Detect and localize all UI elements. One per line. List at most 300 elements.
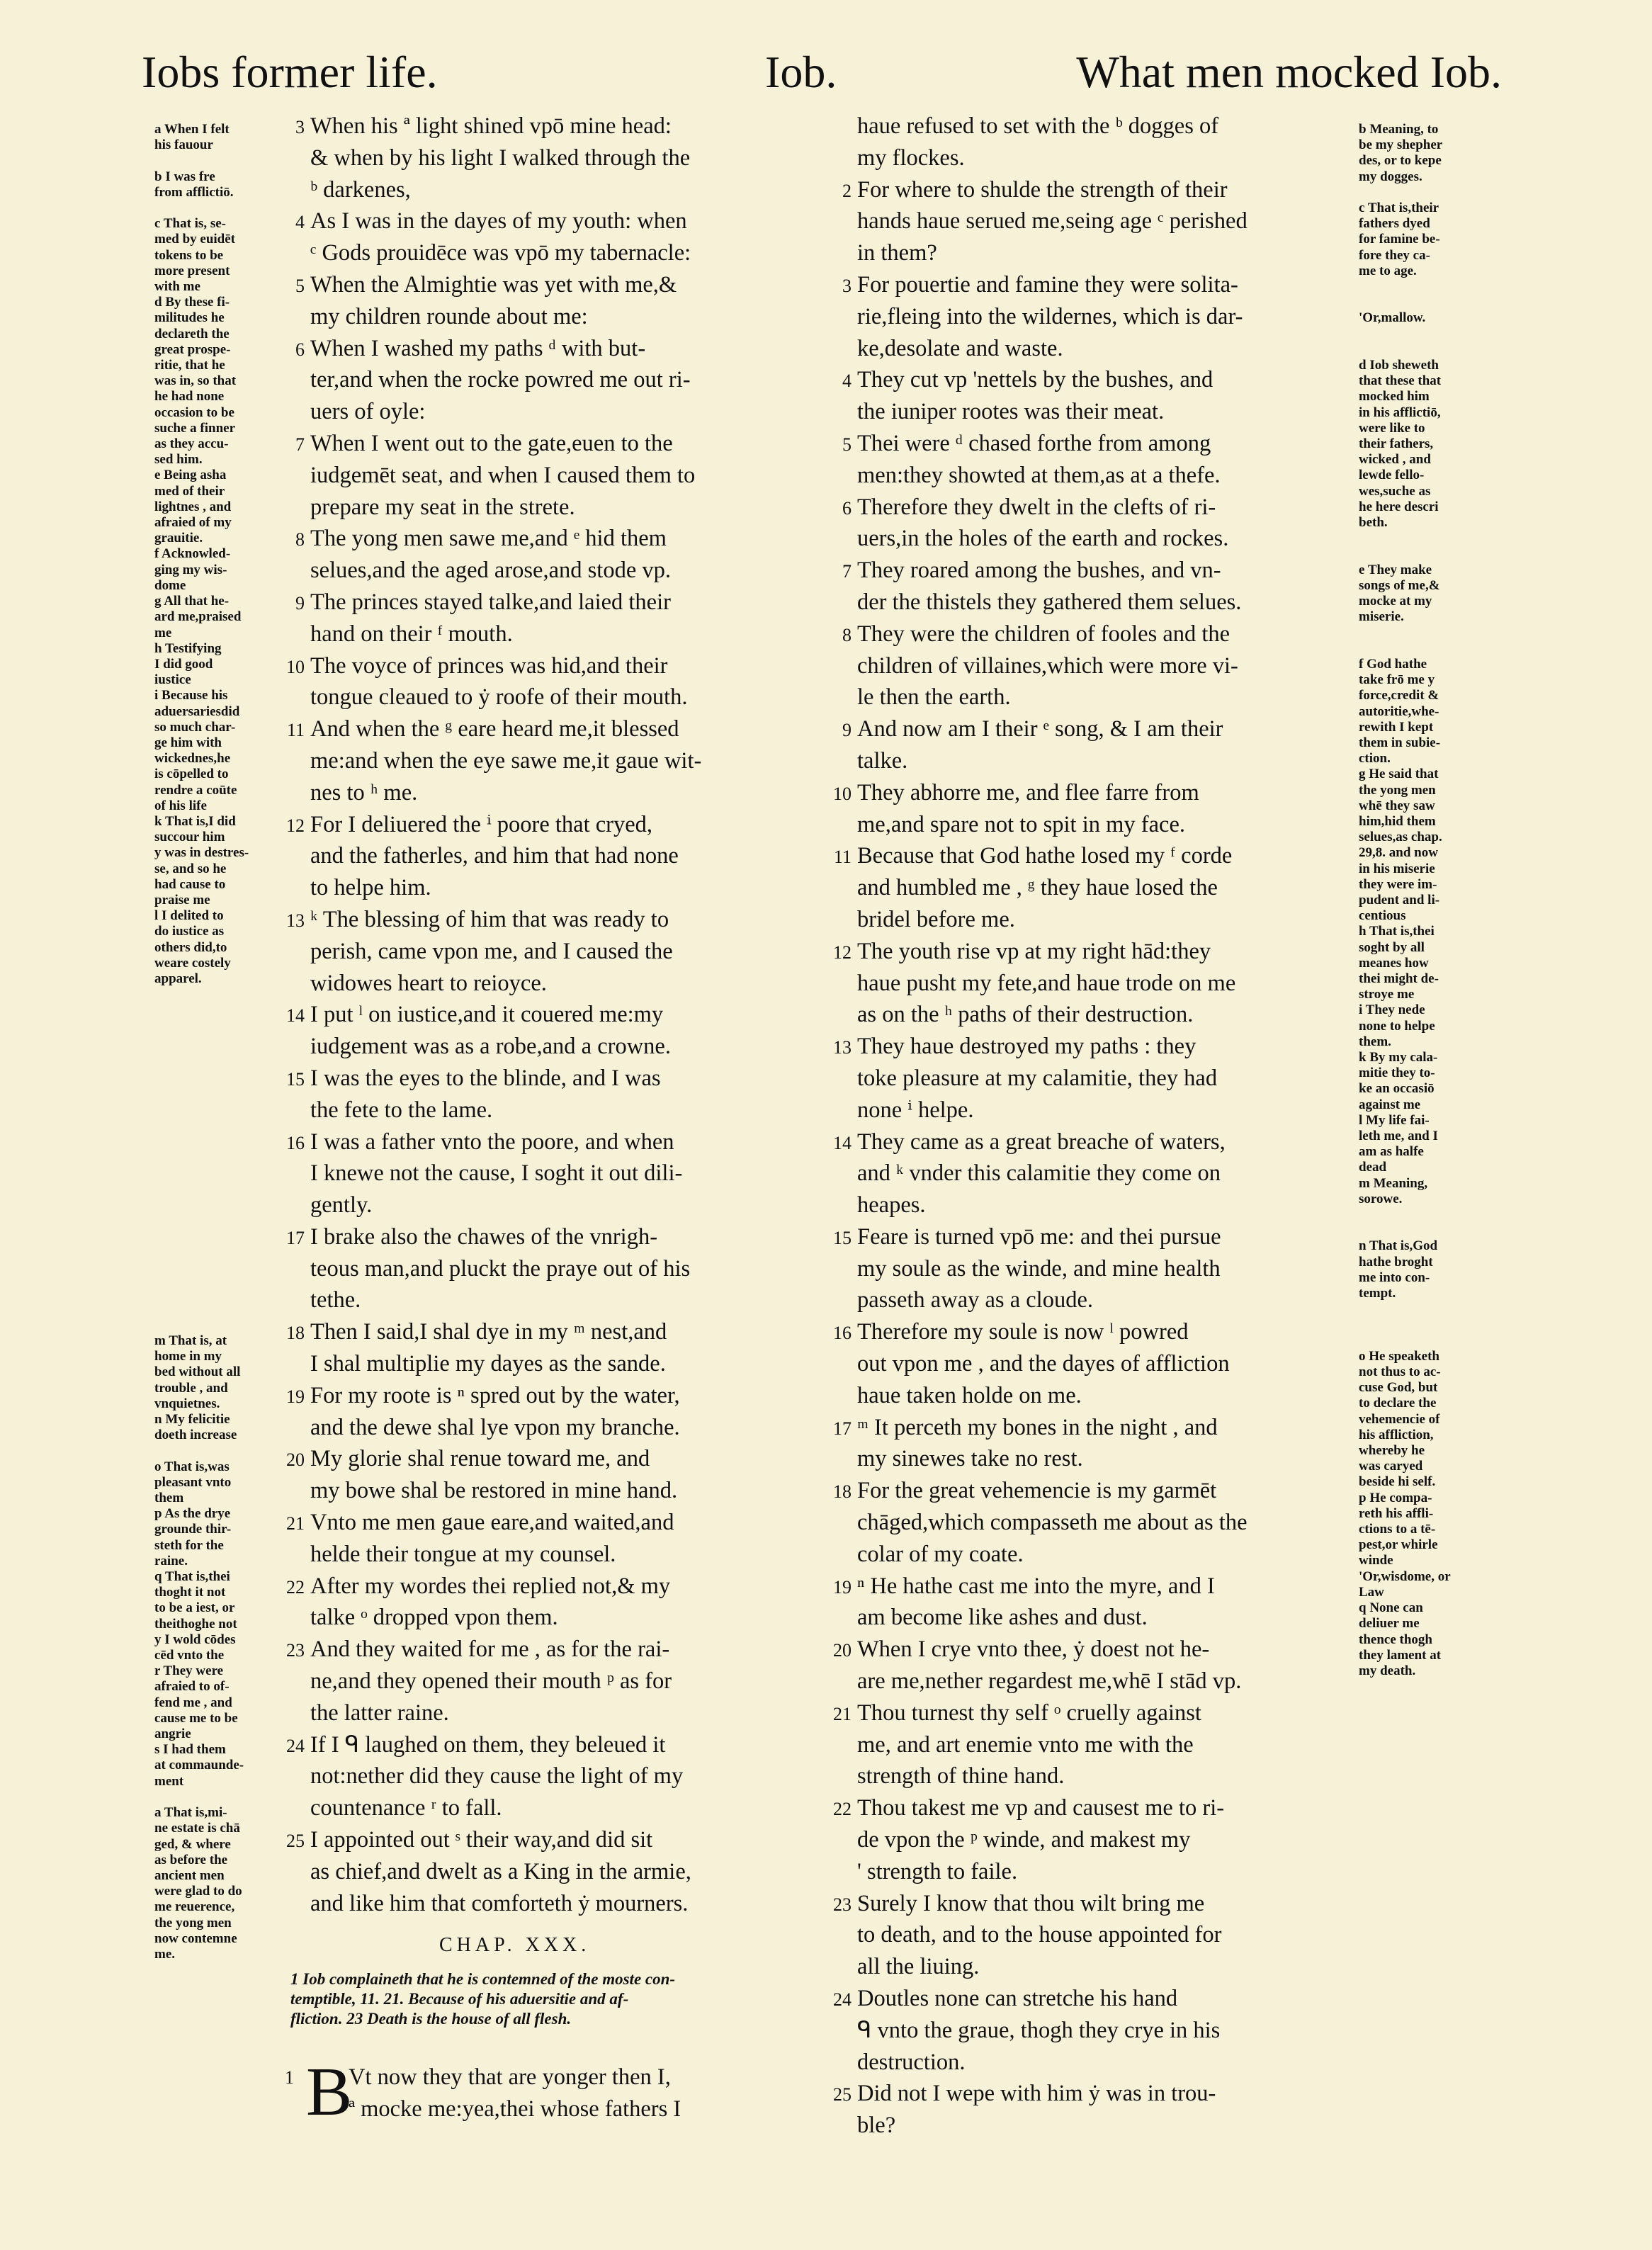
verse-text: Vnto me men gaue eare,and waited,and bbox=[310, 1510, 674, 1536]
verse-line bbox=[276, 968, 836, 1000]
verse-text: ᑫ vnto the graue, thogh they crye in his bbox=[857, 2017, 1221, 2043]
verse-text: talke ᵒ dropped vpon them. bbox=[310, 1605, 558, 1631]
verse-text: The yong men sawe me,and ᵉ hid them bbox=[310, 526, 667, 552]
verse-number: 4 bbox=[842, 371, 852, 392]
verse-number: 23 bbox=[286, 1640, 305, 1661]
verse-line bbox=[823, 587, 1362, 618]
verse-text: as on the ʰ paths of their destruction. bbox=[857, 1002, 1194, 1028]
verse-line bbox=[823, 809, 1362, 841]
verse-text: Thou takest me vp and causest me to ri- bbox=[857, 1795, 1225, 1821]
verse-text: Thei were ᵈ chased forthe from among bbox=[857, 430, 1211, 456]
header-book-title: Iob. bbox=[765, 47, 837, 97]
margin-note-line: force,credit & bbox=[1359, 688, 1439, 703]
verse-text: de vpon the ᵖ winde, and makest my bbox=[857, 1827, 1191, 1853]
verse-number: 12 bbox=[286, 815, 305, 836]
margin-note-line: f God hathe bbox=[1359, 656, 1427, 672]
verse-line bbox=[823, 523, 1362, 555]
verse-text: When the Almightie was yet with me,& bbox=[310, 271, 677, 298]
verse-line bbox=[823, 1666, 1362, 1697]
margin-note-line: 'Or,wisdome, or bbox=[1359, 1568, 1451, 1584]
verse-text: colar of my coate. bbox=[857, 1541, 1024, 1567]
verse-text: the iuniper rootes was their meat. bbox=[857, 399, 1165, 425]
margin-note-line: cēd vnto the bbox=[154, 1648, 225, 1663]
margin-note-line bbox=[154, 1790, 275, 1805]
margin-note-line: had cause to bbox=[154, 876, 226, 892]
verse-text: Because that God hathe losed my ᶠ corde bbox=[857, 843, 1233, 869]
verse-text: heapes. bbox=[857, 1192, 926, 1219]
margin-note-line: his affliction, bbox=[1359, 1427, 1434, 1442]
margin-note-line: praise me bbox=[154, 892, 210, 908]
verse-line bbox=[276, 269, 836, 301]
verse-number: 15 bbox=[833, 1227, 852, 1248]
verse-line bbox=[276, 428, 836, 460]
margin-note-line: them bbox=[154, 1491, 184, 1506]
verse-line bbox=[276, 1888, 836, 1920]
margin-note-line: m That is, at bbox=[154, 1333, 227, 1348]
summary-line: fliction. 23 Death is the house of all flesh. bbox=[290, 2010, 572, 2028]
verse-line bbox=[276, 650, 836, 682]
margin-note-line: them in subie- bbox=[1359, 735, 1441, 750]
verse-number: 14 bbox=[833, 1132, 852, 1153]
margin-note-line: they lament at bbox=[1359, 1647, 1442, 1663]
margin-note-line: selues,as chap. bbox=[1359, 830, 1442, 845]
margin-note-line: in his miserie bbox=[1359, 861, 1435, 876]
verse-text: haue taken holde on me. bbox=[857, 1382, 1082, 1408]
verse-text: helde their tongue at my counsel. bbox=[310, 1541, 616, 1567]
verse-text: ᵇ darkenes, bbox=[310, 176, 411, 203]
left-margin-notes-lower bbox=[154, 1333, 275, 1962]
verse-text: Therefore they dwelt in the clefts of ri- bbox=[857, 494, 1216, 520]
margin-note-line: tokens to be bbox=[154, 247, 224, 263]
margin-note-line: now contemne bbox=[154, 1930, 237, 1946]
verse-line bbox=[276, 1348, 836, 1380]
margin-note-line: I did good bbox=[154, 656, 213, 672]
verse-text: am become like ashes and dust. bbox=[857, 1605, 1148, 1631]
margin-note-line: to be a iest, or bbox=[154, 1600, 235, 1616]
verse-text: Thou turnest thy self ᵒ cruelly against bbox=[857, 1700, 1201, 1726]
verse-line bbox=[823, 1760, 1362, 1792]
margin-note-line: militudes he bbox=[154, 310, 225, 326]
chapter-summary bbox=[290, 1969, 829, 2029]
margin-note-line: iustice bbox=[154, 672, 191, 688]
margin-note-line: whē they saw bbox=[1359, 798, 1435, 813]
margin-note-line: others did,to bbox=[154, 939, 227, 955]
verse-number: 23 bbox=[833, 1894, 852, 1915]
verse-line bbox=[276, 618, 836, 650]
verse-number: 8 bbox=[295, 529, 305, 550]
verse-text: not:nether did they cause the light of my bbox=[310, 1763, 684, 1790]
verse-text: my children rounde about me: bbox=[310, 303, 588, 329]
verse-line bbox=[276, 745, 836, 777]
verse-line bbox=[276, 1792, 836, 1824]
margin-note-line: fathers dyed bbox=[1359, 216, 1430, 232]
verse-line bbox=[276, 1539, 836, 1571]
verse-text: haue refused to set with the ᵇ dogges of bbox=[857, 113, 1219, 139]
margin-note-line: Law bbox=[1359, 1584, 1384, 1600]
margin-note-line: bed without all bbox=[154, 1364, 241, 1380]
verse-text: ter,and when the rocke powred me out ri- bbox=[310, 367, 691, 393]
verse-number: 25 bbox=[833, 2084, 852, 2105]
verse-text: uers,in the holes of the earth and rockes. bbox=[857, 526, 1229, 552]
verse-text: haue pusht my fete,and haue trode on me bbox=[857, 970, 1236, 996]
verse-number: 22 bbox=[286, 1576, 305, 1598]
verse-number: 20 bbox=[286, 1449, 305, 1471]
margin-note-line: weare costely bbox=[154, 955, 231, 971]
verse-text: Therefore my soule is now ˡ powred bbox=[857, 1319, 1189, 1345]
verse-number: 2 bbox=[842, 180, 852, 201]
verse-text: Feare is turned vpō me: and thei pursue bbox=[857, 1223, 1221, 1250]
verse-text: men:they showted at them,as at a thefe. bbox=[857, 462, 1221, 488]
verse-number: 17 bbox=[833, 1418, 852, 1439]
margin-note-line: 'Or,mallow. bbox=[1359, 310, 1426, 326]
margin-note-line: with me bbox=[154, 279, 200, 295]
margin-note-line: my death. bbox=[1359, 1663, 1416, 1678]
margin-note-line: ke an occasiō bbox=[1359, 1081, 1435, 1097]
margin-note-line: rendre a coūte bbox=[154, 782, 237, 798]
margin-note-line: m Meaning, bbox=[1359, 1175, 1428, 1191]
margin-note-line: is cōpelled to bbox=[154, 767, 229, 782]
verse-line bbox=[276, 777, 836, 809]
verse-number: 19 bbox=[833, 1576, 852, 1598]
margin-note-line: at commaunde- bbox=[154, 1758, 244, 1773]
margin-note-line: d Iob sheweth bbox=[1359, 358, 1439, 373]
margin-note-line: declareth the bbox=[154, 326, 230, 341]
verse-text: The youth rise vp at my right hād:they bbox=[857, 938, 1211, 964]
margin-note-line: miserie. bbox=[1359, 609, 1404, 625]
verse-text: as chief,and dwelt as a King in the armie, bbox=[310, 1858, 691, 1884]
margin-note-line: b Meaning, to bbox=[1359, 122, 1439, 137]
verse-line bbox=[823, 1571, 1362, 1602]
verse-text: I appointed out ˢ their way,and did sit bbox=[310, 1827, 653, 1853]
verse-line bbox=[823, 142, 1362, 174]
verse-number: 25 bbox=[286, 1831, 305, 1852]
opening-verse-number: 1 bbox=[285, 2067, 294, 2088]
verse-text: perish, came vpon me, and I caused the bbox=[310, 938, 673, 964]
verse-line bbox=[823, 650, 1362, 682]
margin-note-line: rewith I kept bbox=[1359, 719, 1434, 735]
verse-line bbox=[276, 142, 836, 174]
verse-line bbox=[823, 205, 1362, 237]
verse-text: The princes stayed talke,and laied their bbox=[310, 589, 671, 615]
margin-note-line: y I wold cōdes bbox=[154, 1632, 236, 1647]
margin-note-line bbox=[1359, 641, 1500, 657]
verse-number: 4 bbox=[295, 212, 305, 233]
margin-note-line: ged, & where bbox=[154, 1836, 231, 1852]
margin-note-line: be my shepher bbox=[1359, 137, 1443, 153]
margin-note-line: whereby he bbox=[1359, 1443, 1425, 1459]
margin-note-line: not thus to ac- bbox=[1359, 1364, 1441, 1380]
margin-note-line: in his afflictiō, bbox=[1359, 405, 1441, 420]
verse-line bbox=[823, 618, 1362, 650]
margin-note-line: ne estate is chā bbox=[154, 1821, 240, 1836]
verse-line bbox=[823, 2047, 1362, 2079]
verse-line bbox=[823, 1856, 1362, 1888]
margin-note-line: l My life fai- bbox=[1359, 1112, 1430, 1128]
margin-note-line bbox=[1359, 327, 1500, 342]
verse-line bbox=[823, 301, 1362, 333]
verse-line bbox=[823, 2110, 1362, 2142]
margin-note-line: autoritie,whe- bbox=[1359, 703, 1439, 719]
verse-line bbox=[823, 1126, 1362, 1158]
verse-line bbox=[823, 2078, 1362, 2110]
verse-line bbox=[823, 1221, 1362, 1253]
verse-line bbox=[823, 1475, 1362, 1507]
verse-text: all the liuing. bbox=[857, 1954, 980, 1980]
margin-note-line: sorowe. bbox=[1359, 1191, 1403, 1206]
verse-text: hands haue serued me,seing age ᶜ perished bbox=[857, 208, 1248, 234]
margin-note-line: home in my bbox=[154, 1349, 222, 1364]
verse-line bbox=[823, 396, 1362, 428]
margin-note-line: ging my wis- bbox=[154, 562, 227, 577]
verse-line bbox=[276, 809, 836, 841]
left-text-column bbox=[276, 111, 836, 1919]
verse-text: For where to shulde the strength of their bbox=[857, 176, 1228, 203]
verse-text: none ⁱ helpe. bbox=[857, 1097, 974, 1123]
margin-note-line: pest,or whirle bbox=[1359, 1537, 1438, 1553]
verse-line bbox=[823, 460, 1362, 492]
verse-text: children of villaines,which were more vi- bbox=[857, 652, 1238, 679]
margin-note-line: their fathers, bbox=[1359, 436, 1434, 452]
verse-line bbox=[823, 1063, 1362, 1095]
margin-note-line: a That is,mi- bbox=[154, 1805, 227, 1821]
margin-note-line: thence thogh bbox=[1359, 1632, 1432, 1647]
verse-line bbox=[276, 1412, 836, 1444]
verse-text: and the dewe shal lye vpon my branche. bbox=[310, 1414, 680, 1440]
margin-note-line: for famine be- bbox=[1359, 232, 1440, 247]
verse-line bbox=[276, 1158, 836, 1189]
verse-line bbox=[276, 174, 836, 206]
verse-number: 10 bbox=[833, 783, 852, 804]
verse-text: For my roote is ⁿ spred out by the water, bbox=[310, 1382, 680, 1408]
margin-note-line: p He compa- bbox=[1359, 1490, 1432, 1505]
margin-note-line: trouble , and bbox=[154, 1380, 228, 1396]
verse-line bbox=[276, 1666, 836, 1697]
margin-note-line: was caryed bbox=[1359, 1459, 1423, 1474]
verse-number: 8 bbox=[842, 624, 852, 645]
verse-line bbox=[276, 904, 836, 936]
verse-text: destruction. bbox=[857, 2049, 966, 2075]
margin-note-line: ction. bbox=[1359, 751, 1391, 767]
margin-note-line: q None can bbox=[1359, 1600, 1423, 1616]
margin-note-line: dead bbox=[1359, 1160, 1387, 1175]
margin-note-line: n My felicitie bbox=[154, 1412, 230, 1428]
verse-line bbox=[823, 1158, 1362, 1189]
left-margin-notes bbox=[154, 122, 275, 987]
verse-text: the fete to the lame. bbox=[310, 1097, 493, 1123]
verse-text: out vpon me , and the dayes of affliction bbox=[857, 1351, 1230, 1377]
margin-note-line: fore they ca- bbox=[1359, 247, 1430, 263]
margin-note-line: tempt. bbox=[1359, 1286, 1396, 1301]
verse-line bbox=[276, 1729, 836, 1761]
verse-text: bridel before me. bbox=[857, 906, 1015, 932]
verse-text: Then I said,I shal dye in my ᵐ nest,and bbox=[310, 1319, 667, 1345]
verse-text: der the thistels they gathered them selues. bbox=[857, 589, 1242, 615]
verse-text: When I went out to the gate,euen to the bbox=[310, 430, 673, 456]
margin-note-line: ard me,praised bbox=[154, 609, 242, 625]
verse-line bbox=[276, 1475, 836, 1507]
verse-line bbox=[823, 1189, 1362, 1221]
verse-text: my bowe shal be restored in mine hand. bbox=[310, 1478, 678, 1504]
margin-note-line bbox=[154, 1443, 275, 1459]
verse-line bbox=[823, 2015, 1362, 2047]
margin-note-line: 29,8. and now bbox=[1359, 845, 1438, 861]
verse-line bbox=[276, 1602, 836, 1634]
verse-text: They came as a great breache of waters, bbox=[857, 1129, 1226, 1155]
verse-text: le then the earth. bbox=[857, 684, 1011, 711]
verse-line bbox=[823, 1284, 1362, 1316]
margin-note-line: ge him with bbox=[154, 735, 222, 750]
verse-line bbox=[276, 396, 836, 428]
verse-text: and like him that comforteth ẏ mourners. bbox=[310, 1890, 689, 1916]
margin-note-line: e Being asha bbox=[154, 468, 227, 483]
margin-note-line: of his life bbox=[154, 798, 207, 813]
verse-text: And now am I their ᵉ song, & I am their bbox=[857, 716, 1223, 742]
verse-text: ᵏ The blessing of him that was ready to bbox=[310, 906, 669, 932]
margin-note-line: steth for the bbox=[154, 1537, 224, 1553]
verse-number: 16 bbox=[833, 1323, 852, 1344]
verse-text: and humbled me , ᵍ they haue losed the bbox=[857, 875, 1218, 901]
verse-line bbox=[276, 1221, 836, 1253]
margin-note-line: i They nede bbox=[1359, 1002, 1425, 1018]
margin-note-line bbox=[1359, 546, 1500, 562]
margin-note-line: grounde thir- bbox=[154, 1522, 232, 1537]
verse-text: I brake also the chawes of the vnrigh- bbox=[310, 1223, 658, 1250]
verse-text: Surely I know that thou wilt bring me bbox=[857, 1890, 1205, 1916]
margin-note-line: were glad to do bbox=[154, 1884, 242, 1899]
margin-note-line: stroye me bbox=[1359, 987, 1415, 1002]
verse-number: 24 bbox=[833, 1989, 852, 2011]
verse-number: 16 bbox=[286, 1132, 305, 1153]
verse-text: countenance ʳ to fall. bbox=[310, 1795, 502, 1821]
verse-text: For pouertie and famine they were solita- bbox=[857, 271, 1238, 298]
verse-number: 3 bbox=[842, 275, 852, 296]
margin-note-line: occasion to be bbox=[154, 405, 234, 420]
verse-line bbox=[276, 840, 836, 872]
margin-note-line: suche a finner bbox=[154, 420, 235, 436]
verse-line bbox=[823, 1634, 1362, 1666]
margin-note-line: f Acknowled- bbox=[154, 546, 231, 562]
verse-line bbox=[823, 936, 1362, 968]
margin-note-line: n That is,God bbox=[1359, 1238, 1438, 1254]
verse-line bbox=[823, 1348, 1362, 1380]
verse-line bbox=[276, 333, 836, 365]
margin-note-line bbox=[1359, 1333, 1500, 1349]
margin-note-line: raine. bbox=[154, 1553, 188, 1568]
margin-note-line: d By these fi- bbox=[154, 295, 230, 310]
verse-line bbox=[276, 1507, 836, 1539]
margin-note-line: the yong men bbox=[154, 1915, 232, 1930]
margin-note-line: so much char- bbox=[154, 719, 236, 735]
verse-text: my flockes. bbox=[857, 145, 965, 171]
verse-text: And they waited for me , as for the rai- bbox=[310, 1636, 670, 1663]
margin-note-line: from afflictiō. bbox=[154, 184, 234, 200]
verse-line bbox=[823, 1539, 1362, 1571]
verse-text: to death, and to the house appointed for bbox=[857, 1922, 1222, 1948]
running-header bbox=[142, 44, 1502, 101]
margin-note-line: afraied of my bbox=[154, 515, 232, 531]
verse-line bbox=[823, 1316, 1362, 1348]
verse-text: I shal multiplie my dayes as the sande. bbox=[310, 1351, 666, 1377]
margin-note-line: thoght it not bbox=[154, 1585, 226, 1600]
verse-text: me,and spare not to spit in my face. bbox=[857, 811, 1185, 837]
verse-line bbox=[276, 872, 836, 904]
margin-note-line: c That is,their bbox=[1359, 200, 1439, 216]
verse-line bbox=[276, 713, 836, 745]
margin-note-line: reth his affli- bbox=[1359, 1505, 1434, 1521]
margin-note-line: med of their bbox=[154, 483, 225, 499]
verse-line bbox=[276, 1697, 836, 1729]
margin-note-line: am as halfe bbox=[1359, 1144, 1424, 1160]
margin-note-line: g He said that bbox=[1359, 767, 1439, 782]
verse-number: 13 bbox=[833, 1037, 852, 1058]
verse-line bbox=[823, 999, 1362, 1031]
verse-text: & when by his light I walked through the bbox=[310, 145, 691, 171]
verse-line bbox=[823, 1824, 1362, 1856]
verse-text: iudgement was as a robe,and a crowne. bbox=[310, 1034, 671, 1060]
margin-note-line bbox=[1359, 1317, 1500, 1333]
verse-text: to helpe him. bbox=[310, 875, 431, 901]
verse-number: 22 bbox=[833, 1799, 852, 1820]
verse-line bbox=[823, 428, 1362, 460]
verse-line bbox=[276, 1443, 836, 1475]
margin-note-line: grauitie. bbox=[154, 531, 203, 546]
margin-note-line: h That is,thei bbox=[1359, 924, 1435, 939]
margin-note-line: none to helpe bbox=[1359, 1018, 1435, 1034]
verse-line bbox=[276, 1824, 836, 1856]
verse-text: nes to ʰ me. bbox=[310, 779, 418, 805]
verse-line bbox=[823, 1253, 1362, 1285]
verse-number: 6 bbox=[295, 339, 305, 360]
right-text-column bbox=[823, 111, 1362, 2142]
margin-note-line: leth me, and I bbox=[1359, 1129, 1438, 1143]
verse-number: 19 bbox=[286, 1386, 305, 1407]
verse-number: 15 bbox=[286, 1068, 305, 1090]
margin-note-line: him,hid them bbox=[1359, 813, 1436, 829]
verse-text: When his ª light shined vpō mine head: bbox=[310, 113, 672, 139]
margin-note-line: e They make bbox=[1359, 562, 1432, 577]
verse-text: ᶜ Gods prouidēce was vpō my tabernacle: bbox=[310, 240, 691, 266]
margin-note-line: beth. bbox=[1359, 515, 1388, 531]
verse-line bbox=[276, 936, 836, 968]
verse-line bbox=[823, 1095, 1362, 1126]
margin-note-line: meanes how bbox=[1359, 955, 1429, 971]
header-left-title: Iobs former life. bbox=[142, 47, 438, 97]
margin-note-line bbox=[1359, 626, 1500, 641]
verse-number: 13 bbox=[286, 910, 305, 931]
margin-note-line: to declare the bbox=[1359, 1396, 1437, 1411]
margin-note-line: vnquietnes. bbox=[154, 1396, 220, 1411]
margin-note-line: k That is,I did bbox=[154, 813, 236, 829]
verse-number: 9 bbox=[842, 720, 852, 741]
opening-line: ª mocke me:yea,thei whose fathers I bbox=[349, 2096, 681, 2122]
margin-note-line: thei might de- bbox=[1359, 971, 1439, 986]
margin-note-line: soght by all bbox=[1359, 939, 1425, 955]
margin-note-line: p As the drye bbox=[154, 1506, 231, 1522]
margin-note-line bbox=[1359, 1301, 1500, 1317]
verse-text: ne,and they opened their mouth ᵖ as for bbox=[310, 1668, 672, 1695]
verse-line bbox=[276, 523, 836, 555]
verse-line bbox=[823, 111, 1362, 142]
verse-text: uers of oyle: bbox=[310, 399, 426, 425]
verse-line bbox=[276, 1571, 836, 1602]
verse-text: selues,and the aged arose,and stode vp. bbox=[310, 558, 672, 584]
verse-line bbox=[823, 713, 1362, 745]
verse-line bbox=[276, 1031, 836, 1063]
verse-line bbox=[276, 682, 836, 713]
verse-text: are me,nether regardest me,whē I stād vp. bbox=[857, 1668, 1242, 1695]
verse-text: my soule as the winde, and mine health bbox=[857, 1255, 1221, 1282]
margin-note-line: ment bbox=[154, 1773, 184, 1789]
